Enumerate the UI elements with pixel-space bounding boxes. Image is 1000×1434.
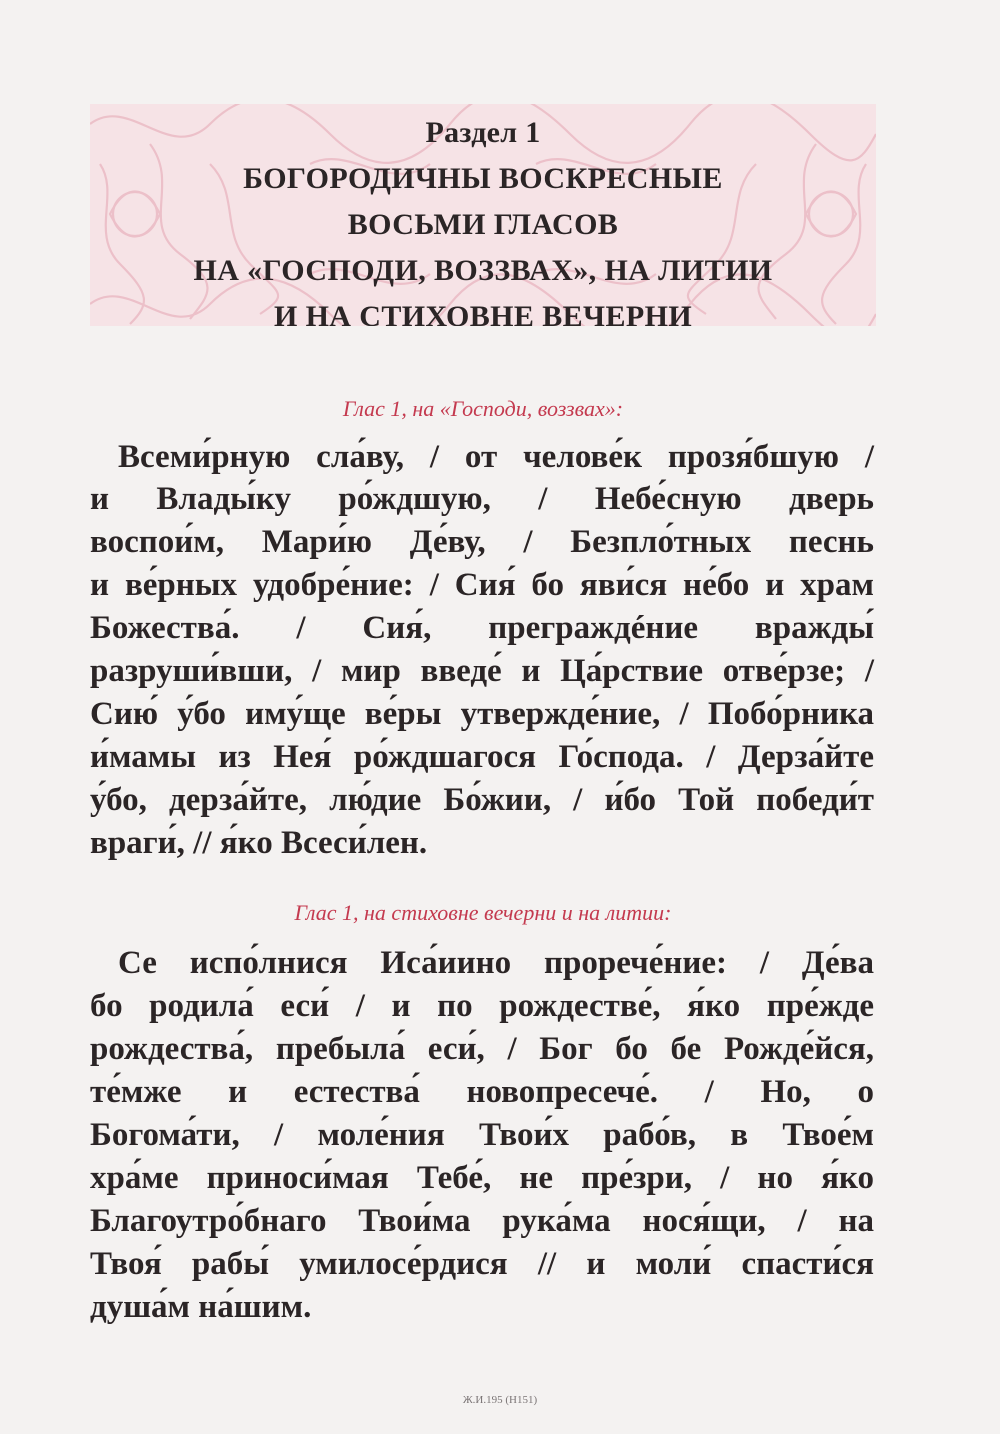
hymn-line: и ве́рных удобре́ние: / Сия́ бо яви́ся не́бо и храм (90, 567, 874, 603)
section-header-text (90, 104, 876, 326)
hymn-line: хра́ме приноси́мая Тебе́, не пре́зри, / но я́ко (90, 1160, 874, 1196)
hymn-line: Твоя́ рабы́ умилосе́рдися // и моли́ спасти́ся (90, 1246, 874, 1282)
hymn-line: враги́, // я́ко Всеси́лен. (90, 825, 428, 861)
hymn-line: те́мже и естества́ новопресече́. / Но, о (90, 1074, 874, 1110)
hymn-line: рождества́, пребыла́ еси́, / Бог бо бе Рожде́йся, (90, 1031, 874, 1067)
hymn-line: душа́м на́шим. (90, 1289, 312, 1325)
hymn-line: Сию́ у́бо иму́ще ве́ры утвержде́ние, / Побо́рника (90, 696, 874, 732)
hymn-line: Се испо́лнися Иса́иино прорече́ние: / Де́ва (118, 945, 874, 981)
section-title-line: БОГОРОДИЧНЫ ВОСКРЕСНЫЕ (243, 162, 723, 195)
hymn-line: и́мамы из Нея́ ро́ждшагося Го́спода. / Дерза́йте (90, 739, 874, 775)
section-label: Раздел 1 (425, 116, 541, 149)
hymn-line: разруши́вши, / мир введе́ и Ца́рствие отве́рзе; / (90, 653, 874, 689)
hymn-line: Богома́ти, / моле́ния Твои́х рабо́в, в Твое́м (90, 1117, 874, 1153)
hymn-line: Всеми́рную сла́ву, / от челове́к прозя́бшую / (118, 439, 874, 475)
section-title-line: ВОСЬМИ ГЛАСОВ (347, 208, 619, 241)
section-header-ornament (90, 104, 876, 326)
hymn-line: бо родила́ еси́ / и по рождестве́, я́ко пре́жде (90, 988, 874, 1024)
hymn-line: у́бо, дерза́йте, лю́дие Бо́жии, / и́бо Той победи́т (90, 782, 874, 818)
hymn-rubric: Глас 1, на «Господи, воззвах»: (342, 396, 624, 421)
hymn-line: и Влады́ку ро́ждшую, / Небе́сную дверь (90, 481, 874, 517)
section-title-line: И НА СТИХОВНЕ ВЕЧЕРНИ (273, 300, 693, 326)
hymn-line: воспои́м, Мари́ю Де́ву, / Безпло́тных песнь (90, 524, 874, 560)
section-title-line: НА «ГОСПОДИ, ВОЗЗВАХ», НА ЛИТИИ (193, 254, 773, 287)
hymn-line: Благоутро́бнаго Твои́ма рука́ма нося́щи, / на (90, 1203, 874, 1239)
hymn-rubric: Глас 1, на стиховне вечерни и на литии: (294, 900, 672, 925)
page-imprint: Ж.И.195 (Н151) (462, 1394, 538, 1406)
hymn-line: Божества́. / Сия́, преграждéние вражды́ (90, 610, 874, 646)
